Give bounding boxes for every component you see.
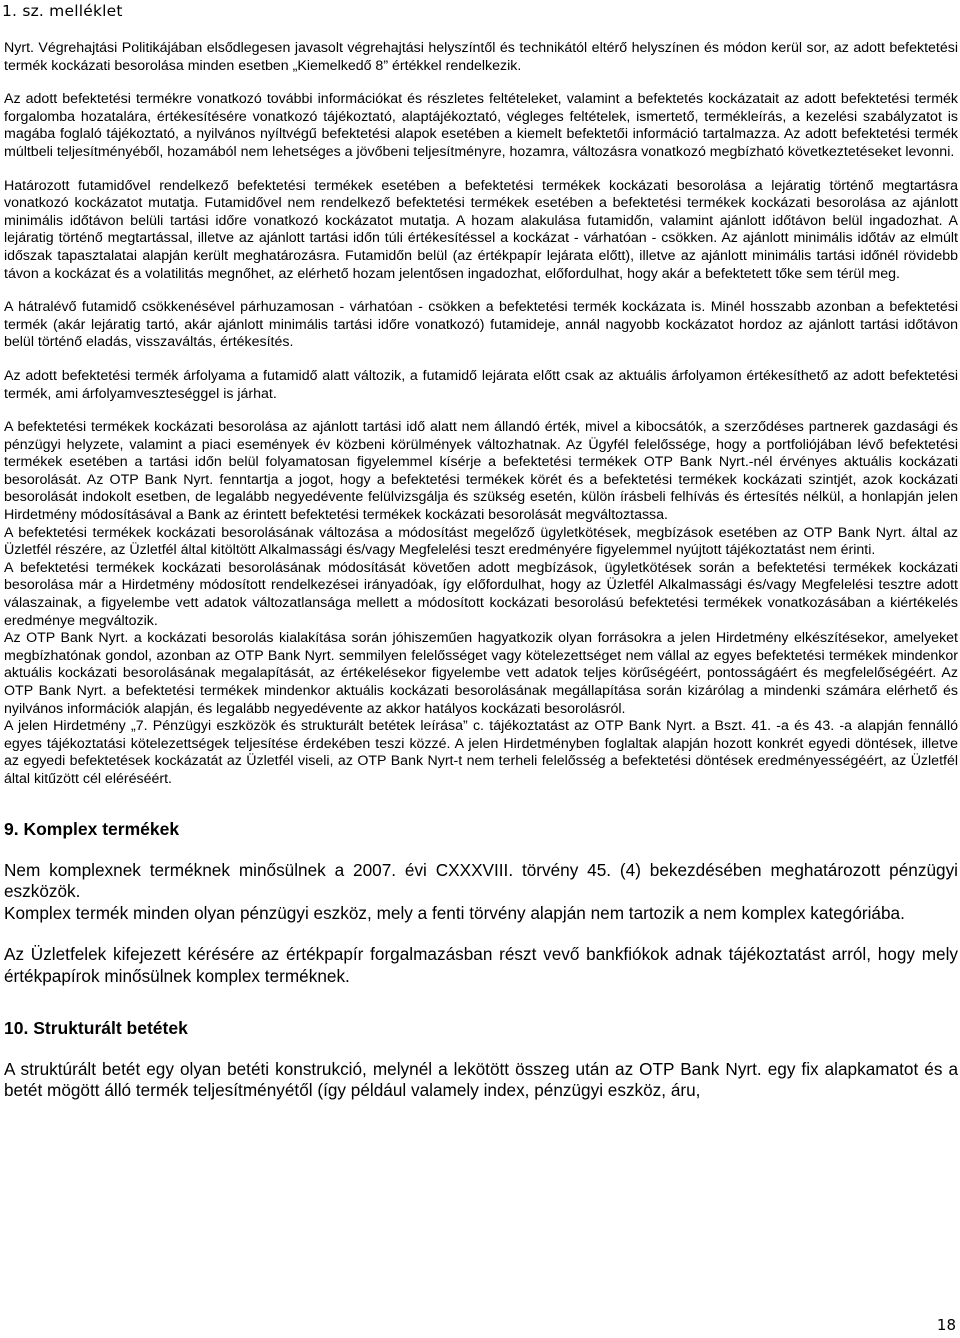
paragraph: Az Üzletfelek kifejezett kérésére az értékpapír forgalmazásban részt vevő bankfiókok adnak tájékoztatást arról, hogy mely értékpapírok minősülnek komplex terméknek. — [4, 944, 958, 986]
paragraph: A befektetési termékek kockázati besorolása az ajánlott tartási idő alatt nem állandó érték, mivel a kibocsátók, a szerződéses partnerek gazdasági és pénzügyi helyzete, valamint a piaci események év közbeni körülmények változhatnak. Az Ügyfél felelőssége, hogy a portfoliójában lévő befektetési termékek esetében a tartási időn belül folyamatosan figyelemmel kísérje a befektetési termékek OTP Bank Nyrt.-nél érvényes aktuális kockázati besorolását. Az OTP Bank Nyrt. fenntartja a jogot, hogy a befektetési termékek körét és a befektetési termékek kockázati szintjét, azok kockázati besorolását indokolt esetben, de legalább negyedévente felülvizsgálja és szükség esetén, külön írásbeli felhívás és értesítés nélkül, a honlapján jelen Hirdetmény módosításával a Bank az érintett befektetési termékek kockázati besorolását megváltoztassa. — [4, 419, 958, 524]
section-structured-deposits — [4, 1059, 958, 1102]
paragraph: A jelen Hirdetmény „7. Pénzügyi eszközök és strukturált betétek leírása” c. tájékoztatást az OTP Bank Nyrt. a Bszt. 41. -a és 43. -a alapján fennálló egyes tájékoztatási kötelezettségek teljesítése érdekében teszi közzé. A jelen Hirdetményben foglaltak alapján hozott konkrét egyedi döntések, illetve az egyedi befektetések kockázatát az Üzletfél viseli, az OTP Bank Nyrt-t nem terheli felelősség a befektetési döntések eredményességéért, az Üzletfél által kitűzött cél eléréséért. — [4, 718, 958, 787]
intro-section — [4, 40, 958, 789]
paragraph: A struktúrált betét egy olyan betéti konstrukció, melynél a lekötött összeg után az OTP Bank Nyrt. egy fix alapkamatot és a betét mögött álló termék teljesítményétől (így például valamely index, pénzügyi eszköz, áru, — [4, 1058, 958, 1101]
section-complex-products — [4, 860, 958, 988]
paragraph: A hátralévő futamidő csökkenésével párhuzamosan - várhatóan - csökken a befektetési termék kockázata is. Minél hosszabb azonban a befektetési termék (akár lejáratig tartó, akár ajánlott minimális tartási időre vonatkozó) futamideje, annál nagyobb kockázatot hordoz az ajánlott tartási időtávon belül történő eladás, visszaváltás, értékesítés. — [4, 299, 958, 351]
paragraph: Komplex termék minden olyan pénzügyi eszköz, mely a fenti törvény alapján nem tartozik a nem komplex kategóriába. — [4, 902, 905, 923]
paragraph: Nem komplexnek terméknek minősülnek a 2007. évi CXXXVIII. törvény 45. (4) bekezdésében meghatározott pénzügyi eszközök. — [4, 859, 958, 902]
paragraph: Az adott befektetési termék árfolyama a futamidő alatt változik, a futamidő lejárata előtt csak az aktuális árfolyamon értékesíthető az adott befektetési termék, ami árfolyamveszteséggel is járhat. — [4, 367, 958, 402]
section-title-structured-deposits: 10. Strukturált betétek — [4, 1017, 188, 1038]
page-number: 18 — [936, 1316, 956, 1334]
document-content — [4, 40, 958, 1102]
section-title-complex-products: 9. Komplex termékek — [4, 818, 180, 839]
paragraph: Az adott befektetési termékre vonatkozó további információkat és részletes feltételeket, valamint a befektetés kockázatait az adott befektetési termék forgalomba hozatalára, értékesítésére vonatkozó tájékoztató, alaptájékoztató, végleges feltételek, ismertető, termékleírás, a kezelési szabályzatot is magába foglaló tájékoztató, a nyilvános nyíltvégű befektetési alapok esetében a kiemelt befektetői információ tartalmazza. Az adott befektetési termék múltbeli teljesítményéből, hozamából nem lehetséges a jövőbeni teljesítményre, hozamra, változásra vonatkozó megbízható következtetéseket levonni. — [4, 91, 958, 160]
paragraph: Az OTP Bank Nyrt. a kockázati besorolás kialakítása során jóhiszeműen hagyatkozik olyan forrásokra a jelen Hirdetmény elkészítésekor, amelyeket megbízhatónak gondol, azonban az OTP Bank Nyrt. semmilyen felelősséget vagy kötelezettséget nem vállal az egyes befektetési termékek mindenkor aktuális kockázati besorolásának megalapítását, az értékelésekor figyelembe vett adatok teljes körűségéért, pontosságáért és megfelelőségéért. Az OTP Bank Nyrt. a befektetési termékek mindenkor aktuális kockázati besorolásának megállapítása során kizárólag a mindenki számára elérhető és nyilvános információk alapján, és legalább negyedévente az akkor hatályos kockázati besorolásról. — [4, 630, 958, 717]
annex-label: 1. sz. melléklet — [2, 2, 123, 20]
paragraph: Nyrt. Végrehajtási Politikájában elsődlegesen javasolt végrehajtási helyszíntől és technikától eltérő helyszínen és módon kerül sor, az adott befektetési termék kockázati besorolása minden esetben „Kiemelkedő 8” értékkel rendelkezik. — [4, 40, 958, 74]
paragraph: A befektetési termékek kockázati besorolásának módosítását követően adott megbízások, ügyletkötések során a befektetési termékek kockázati besorolása már a Hirdetmény módosított rendelkezései irányadóak, így előfordulhat, hogy az Üzletfél Alkalmassági és/vagy Megfelelési tesztre adott válaszainak, a figyelembe vett adatok változatlansága mellett a módosított kockázati besorolású befektetési termékek vonatkozásában a kiértékelés eredménye megváltozik. — [4, 559, 958, 629]
paragraph: A befektetési termékek kockázati besorolásának változása a módosítást megelőző ügyletkötések, megbízások esetében az OTP Bank Nyrt. által az Üzletfél részére, az Üzletfél által kitöltött Alkalmassági és/vagy Megfelelési teszt eredményére figyelemmel nyújtott tájékoztatást nem érinti. — [4, 524, 958, 559]
paragraph: Határozott futamidővel rendelkező befektetési termékek esetében a befektetési termékek kockázati besorolása a lejáratig történő megtartásra vonatkozó kockázatot mutatja. Futamidővel nem rendelkező befektetési termékek esetében a befektetési termékek kockázati besorolása az ajánlott minimális időtávon belüli tartási időre vonatkozó kockázatot mutatja. A hozam alakulása futamidőn, valamint ajánlott időtávon belül ingadozhat. A lejáratig történő megtartással, illetve az ajánlott tartási időn túli értékesítéssel a kockázat - várhatóan - csökken. Az ajánlott minimális időtáv az elmúlt időszak tapasztalatai alapján került meghatározásra. Futamidőn belül (az értékpapír lejárata előtt), illetve az ajánlott minimális tartási időnél rövidebb távon a kockázat és a volatilitás megnőhet, az elérhető hozam jelentősen ingadozhat, előfordulhat, hogy akár a befektetett tőke sem térül meg. — [4, 177, 958, 282]
